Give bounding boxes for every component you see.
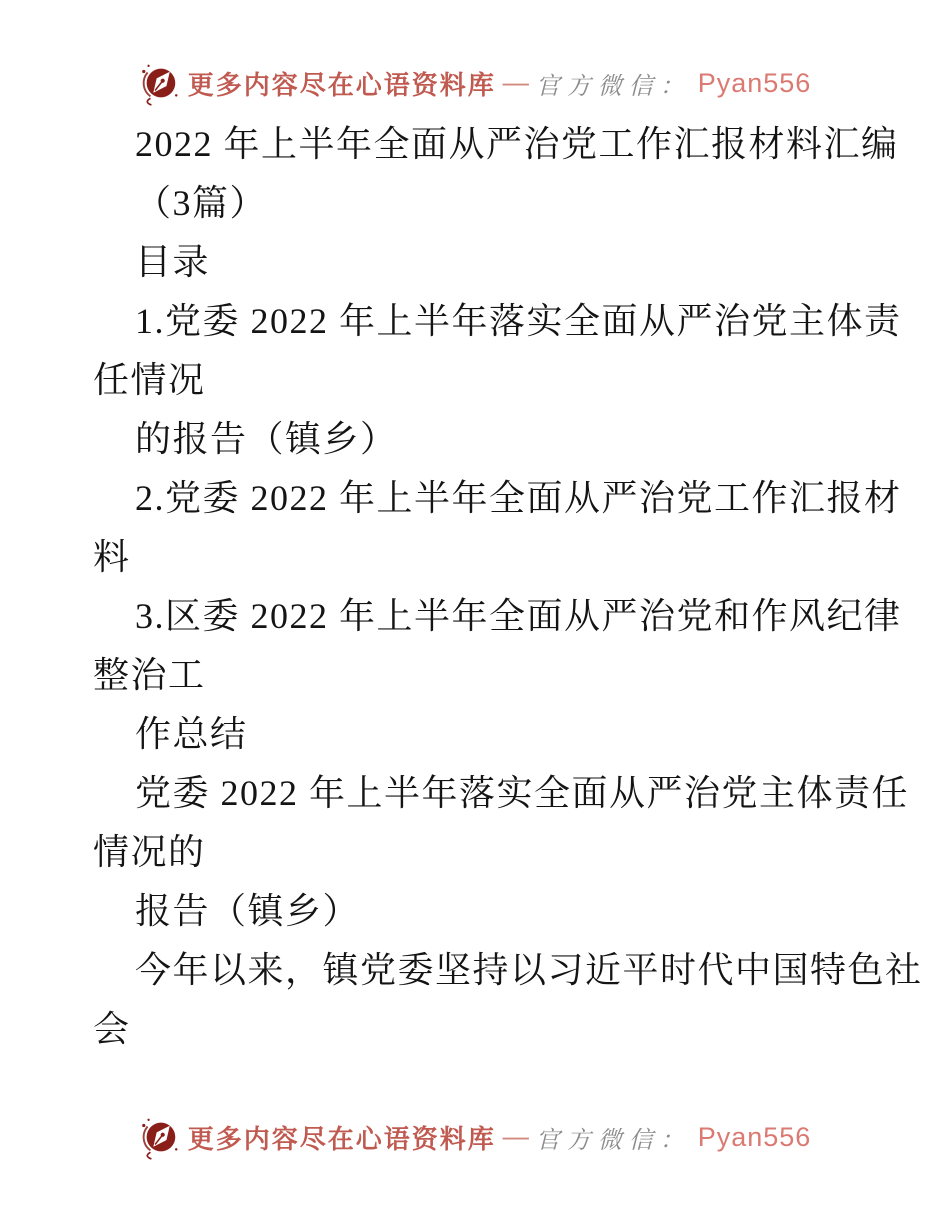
pen-nib-logo-icon — [139, 1114, 181, 1160]
document-line: 料 — [93, 537, 131, 577]
watermark-dash: — — [502, 68, 529, 97]
pen-nib-logo-icon — [139, 60, 181, 106]
document-line: 情况的 — [93, 832, 206, 872]
document-line: 今年以来，镇党委坚持以习近平时代中国特色社 — [135, 950, 923, 990]
document-line: 作总结 — [135, 714, 248, 754]
document-line: 会 — [93, 1009, 131, 1049]
document-line: 的报告（镇乡） — [135, 419, 398, 459]
document-line: 党委 2022 年上半年落实全面从严治党主体责任 — [135, 773, 910, 813]
watermark-brand-text: 更多内容尽在心语资料库 — [187, 1124, 496, 1154]
wechat-label: 官方微信： — [535, 1127, 691, 1154]
watermark-dash: — — [502, 1122, 529, 1151]
watermark-brand-text: 更多内容尽在心语资料库 — [187, 70, 496, 100]
document-body — [93, 115, 923, 1059]
wechat-id: Pyan556 — [697, 1121, 812, 1152]
document-line: 3.区委 2022 年上半年全面从严治党和作风纪律 — [135, 596, 902, 636]
document-line: 2.党委 2022 年上半年全面从严治党工作汇报材 — [135, 478, 902, 518]
document-line: 整治工 — [93, 655, 206, 695]
wechat-id: Pyan556 — [697, 67, 812, 98]
document-line: 任情况 — [93, 360, 206, 400]
document-line: 目录 — [135, 242, 211, 282]
document-line: 1.党委 2022 年上半年落实全面从严治党主体责 — [135, 301, 902, 341]
document-line: （3篇） — [135, 183, 268, 223]
document-line: 报告（镇乡） — [135, 891, 361, 931]
footer-watermark — [0, 1114, 950, 1160]
wechat-label: 官方微信： — [535, 73, 691, 100]
document-line: 2022 年上半年全面从严治党工作汇报材料汇编 — [135, 124, 899, 164]
header-watermark — [0, 60, 950, 106]
